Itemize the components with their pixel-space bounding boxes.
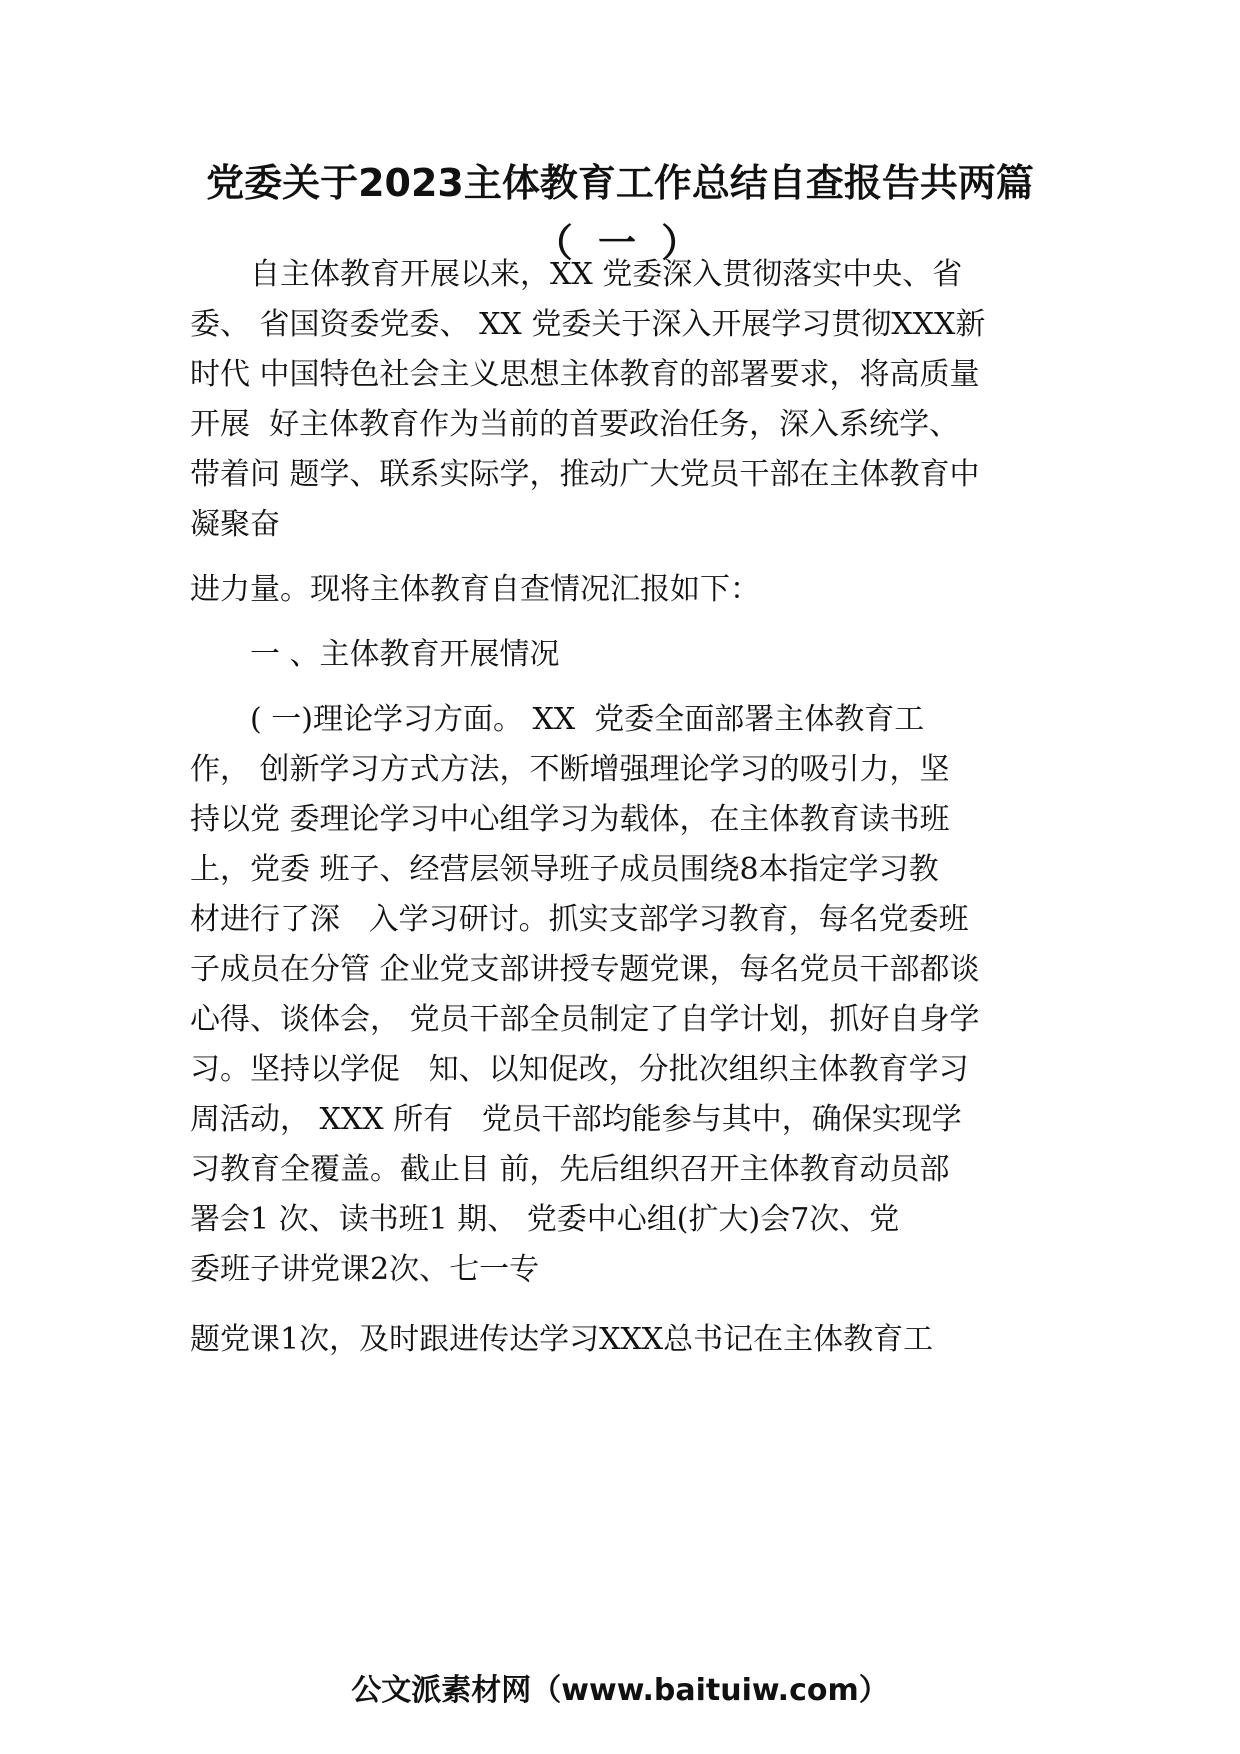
body-line: 开展 好主体教育作为当前的首要政治任务，深入系统学、 xyxy=(190,407,960,442)
body-line: 署会1 次、读书班1 期、 党委中心组(扩大)会7次、党 xyxy=(190,1202,900,1237)
body-line: 子成员在分管 企业党支部讲授专题党课，每名党员干部都谈 xyxy=(190,952,980,987)
body-line: ( 一)理论学习方面。 XX 党委全面部署主体教育工 xyxy=(190,702,925,737)
section-heading: 一 、主体教育开展情况 xyxy=(190,637,560,672)
document-subtitle: （ 一 ） xyxy=(534,221,706,265)
body-line: 时代 中国特色社会主义思想主体教育的部署要求，将高质量 xyxy=(190,357,980,392)
body-line: 习教育全覆盖。截止目 前，先后组织召开主体教育动员部 xyxy=(190,1152,950,1187)
body-line: 作， 创新学习方式方法，不断增强理论学习的吸引力，坚 xyxy=(190,752,950,787)
body-line: 心得、谈体会， 党员干部全员制定了自学计划，抓好自身学 xyxy=(190,1002,980,1037)
footer-watermark: 公文派素材网（www.baituiw.com） xyxy=(351,1673,889,1708)
body-line: 上，党委 班子、经营层领导班子成员围绕8本指定学习教 xyxy=(190,852,939,887)
body-line: 进力量。现将主体教育自查情况汇报如下： xyxy=(190,572,760,607)
document-title: 党委关于2023主体教育工作总结自查报告共两篇 xyxy=(206,161,1034,205)
body-line: 凝聚奋 xyxy=(190,507,280,542)
body-line: 题党课1次，及时跟进传达学习XXX总书记在主体教育工 xyxy=(190,1322,934,1357)
body-line: 材进行了深 入学习研讨。抓实支部学习教育，每名党委班 xyxy=(190,902,969,937)
body-line: 带着问 题学、联系实际学，推动广大党员干部在主体教育中 xyxy=(190,457,980,492)
body-line: 习。坚持以学促 知、以知促改，分批次组织主体教育学习 xyxy=(190,1052,969,1087)
body-line: 委、 省国资委党委、 XX 党委关于深入开展学习贯彻XXX新 xyxy=(190,307,986,342)
body-line: 持以党 委理论学习中心组学习为载体，在主体教育读书班 xyxy=(190,802,950,837)
body-line: 委班子讲党课2次、七一专 xyxy=(190,1252,540,1287)
body-line: 自主体教育开展以来，XX 党委深入贯彻落实中央、省 xyxy=(190,257,963,292)
body-line: 周活动， XXX 所有 党员干部均能参与其中，确保实现学 xyxy=(190,1102,962,1137)
